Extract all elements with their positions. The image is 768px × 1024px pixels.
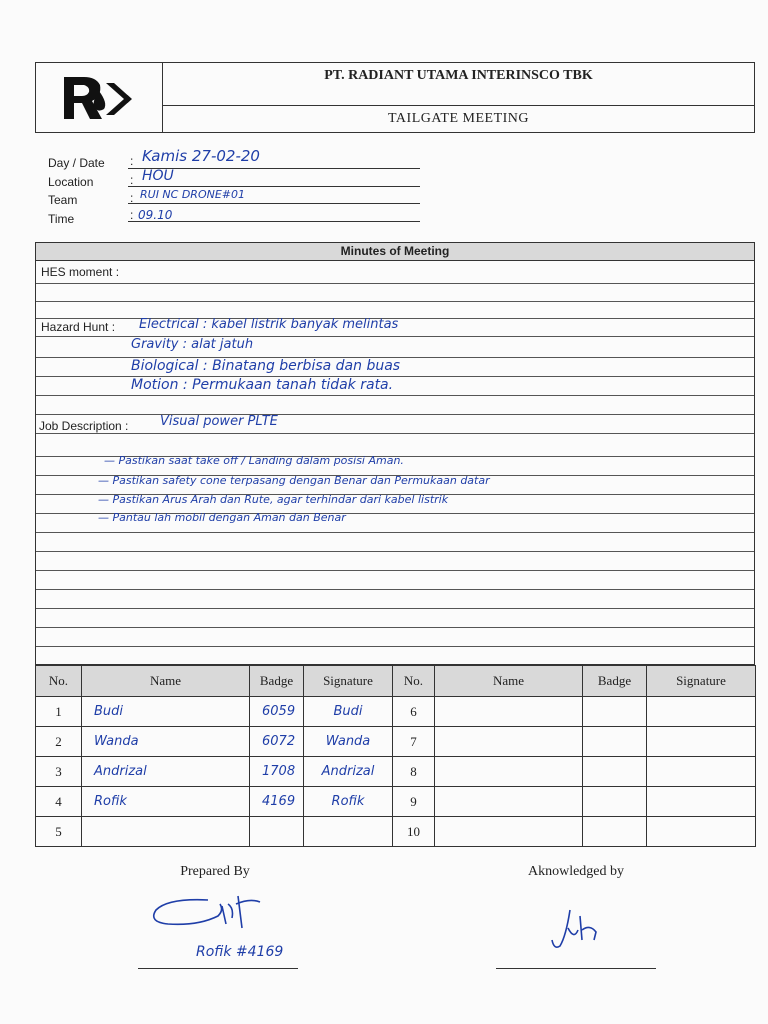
location-value: HOU xyxy=(142,168,174,184)
minutes-rule xyxy=(36,532,754,533)
minutes-rule xyxy=(36,608,754,609)
attendee-signature xyxy=(647,787,756,817)
table-header-row xyxy=(36,666,756,697)
row-number: 8 xyxy=(393,757,435,787)
job-description-value: Visual power PLTE xyxy=(160,414,278,429)
table-row xyxy=(36,817,756,847)
attendee-name xyxy=(435,727,583,757)
company-logo xyxy=(36,63,163,132)
prepared-by-label: Prepared By xyxy=(180,864,250,879)
attendee-name: Andrizal xyxy=(82,757,250,787)
minutes-rule xyxy=(36,301,754,302)
attendee-badge: 6059 xyxy=(250,697,304,727)
attendee-badge xyxy=(583,727,647,757)
attendee-name xyxy=(435,817,583,847)
attendee-badge xyxy=(583,787,647,817)
minutes-rule xyxy=(36,433,754,434)
acknowledged-by-signature xyxy=(548,906,608,954)
col-header: Signature xyxy=(304,666,393,697)
attendee-name: Wanda xyxy=(82,727,250,757)
attendee-signature: Wanda xyxy=(304,727,393,757)
prepared-by-signature xyxy=(148,888,288,938)
row-number: 1 xyxy=(36,697,82,727)
table-row xyxy=(36,787,756,817)
attendee-signature xyxy=(304,817,393,847)
row-number: 9 xyxy=(393,787,435,817)
table-row xyxy=(36,697,756,727)
job-description-label: Job Description : xyxy=(39,419,129,433)
attendee-name xyxy=(435,697,583,727)
col-header: Badge xyxy=(250,666,304,697)
row-number: 5 xyxy=(36,817,82,847)
minutes-rule xyxy=(36,551,754,552)
col-header: Name xyxy=(435,666,583,697)
attendee-signature xyxy=(647,757,756,787)
colon: : xyxy=(130,173,134,187)
minutes-rule xyxy=(36,627,754,628)
attendee-name xyxy=(435,787,583,817)
attendee-signature xyxy=(647,697,756,727)
attendee-signature xyxy=(647,817,756,847)
job-step: — Pantau lah mobil dengan Aman dan Benar xyxy=(98,511,346,524)
attendee-name: Budi xyxy=(82,697,250,727)
col-header: Signature xyxy=(647,666,756,697)
minutes-rule xyxy=(36,646,754,647)
colon: : xyxy=(130,208,134,222)
table-row xyxy=(36,727,756,757)
attendee-badge xyxy=(583,697,647,727)
attendee-badge xyxy=(583,757,647,787)
row-number: 4 xyxy=(36,787,82,817)
team-label: Team xyxy=(48,193,78,207)
team-value: RUI NC DRONE#01 xyxy=(140,188,246,201)
attendee-name: Rofik xyxy=(82,787,250,817)
company-logo-icon xyxy=(36,63,162,132)
col-header: Badge xyxy=(583,666,647,697)
minutes-rule xyxy=(36,414,754,415)
attendance-table xyxy=(35,665,756,847)
row-number: 2 xyxy=(36,727,82,757)
minutes-rule xyxy=(36,283,754,284)
hazard-line: Motion : Permukaan tanah tidak rata. xyxy=(131,377,394,393)
location-label: Location xyxy=(48,175,94,189)
hazard-line: Electrical : kabel listrik banyak melintas xyxy=(139,317,399,332)
col-header: Name xyxy=(82,666,250,697)
attendee-signature: Rofik xyxy=(304,787,393,817)
minutes-rule xyxy=(36,570,754,571)
attendee-badge xyxy=(583,817,647,847)
minutes-box xyxy=(35,242,755,665)
job-step: — Pastikan Arus Arah dan Rute, agar terhindar dari kabel listrik xyxy=(98,493,449,506)
colon: : xyxy=(130,154,134,168)
acknowledged-by-line xyxy=(496,968,656,969)
attendee-badge: 6072 xyxy=(250,727,304,757)
location-line xyxy=(128,186,420,187)
job-step: — Pastikan saat take off / Landing dalam posisi Aman. xyxy=(104,454,404,467)
prepared-by-name: Rofik #4169 xyxy=(196,944,284,960)
team-line xyxy=(128,203,420,204)
time-label: Time xyxy=(48,212,75,226)
minutes-rule xyxy=(36,589,754,590)
row-number: 3 xyxy=(36,757,82,787)
form-title: TAILGATE MEETING xyxy=(387,111,529,126)
col-header: No. xyxy=(36,666,82,697)
day-date-label: Day / Date xyxy=(48,156,105,170)
attendee-badge xyxy=(250,817,304,847)
time-line xyxy=(128,221,420,222)
attendee-signature: Budi xyxy=(304,697,393,727)
time-value: 09.10 xyxy=(138,208,173,222)
attendee-name xyxy=(82,817,250,847)
day-date-value: Kamis 27-02-20 xyxy=(142,147,260,165)
table-row xyxy=(36,757,756,787)
minutes-title: Minutes of Meeting xyxy=(36,243,754,261)
hazard-line: Biological : Binatang berbisa dan buas xyxy=(131,358,401,374)
attendee-signature: Andrizal xyxy=(304,757,393,787)
attendee-badge: 1708 xyxy=(250,757,304,787)
col-header: No. xyxy=(393,666,435,697)
hes-moment-label: HES moment : xyxy=(41,265,120,279)
prepared-by-line xyxy=(138,968,298,969)
row-number: 10 xyxy=(393,817,435,847)
hazard-line: Gravity : alat jatuh xyxy=(131,337,254,352)
minutes-rule xyxy=(36,395,754,396)
acknowledged-by-label: Aknowledged by xyxy=(527,864,625,879)
row-number: 6 xyxy=(393,697,435,727)
row-number: 7 xyxy=(393,727,435,757)
company-name: PT. RADIANT UTAMA INTERINSCO TBK xyxy=(163,63,754,106)
attendee-signature xyxy=(647,727,756,757)
hazard-hunt-label: Hazard Hunt : xyxy=(41,320,116,334)
job-step: — Pastikan safety cone terpasang dengan Benar dan Permukaan datar xyxy=(98,474,490,487)
attendee-name xyxy=(435,757,583,787)
attendee-badge: 4169 xyxy=(250,787,304,817)
colon: : xyxy=(130,191,134,205)
form-header xyxy=(35,62,755,133)
